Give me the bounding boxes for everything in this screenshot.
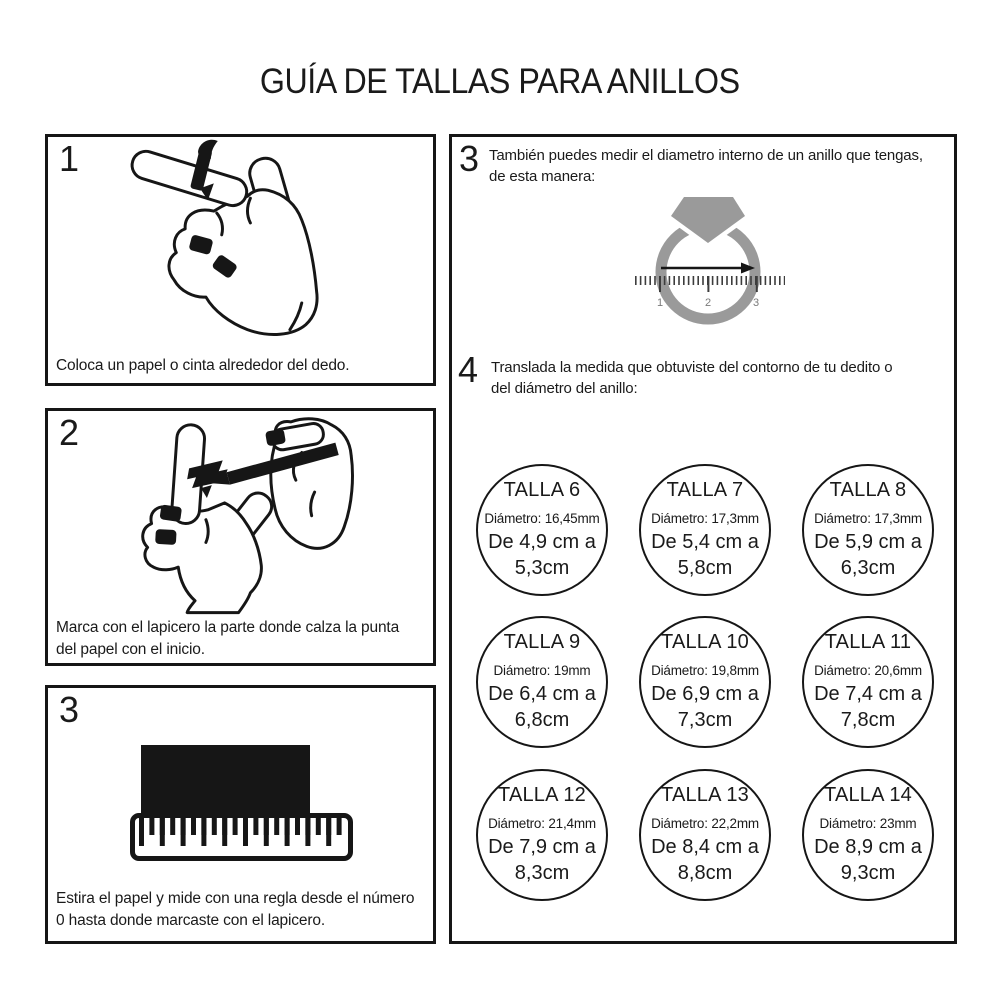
ring-step-text: También puedes medir el diametro interno de un anillo que tengas, de esta manera:: [489, 147, 923, 186]
size-range: De 6,4 cm a 6,8cm: [488, 683, 596, 731]
size-diameter: Diámetro: 17,3mm: [814, 511, 922, 526]
size-diameter: Diámetro: 20,6mm: [814, 663, 922, 678]
index-finger-shape: [129, 148, 250, 209]
step3-panel: [45, 685, 436, 944]
fingernail: [155, 529, 177, 545]
ring-step-number: 3: [459, 138, 480, 179]
chart-step-text: Translada la medida que obtuviste del contorno de tu dedito o del diámetro del anillo:: [491, 359, 893, 398]
step1-number: 1: [59, 138, 80, 179]
size-label: TALLA 8: [829, 479, 907, 501]
size-circle-talla-7: [639, 464, 771, 596]
size-range: De 5,9 cm a 6,3cm: [814, 531, 922, 579]
ruler-number: 3: [752, 297, 760, 309]
page-title: GUÍA DE TALLAS PARA ANILLOS: [260, 62, 740, 101]
size-range: De 7,9 cm a 8,3cm: [488, 836, 596, 884]
step3-number: 3: [59, 689, 80, 730]
size-range: De 5,4 cm a 5,8cm: [651, 531, 759, 579]
size-label: TALLA 11: [824, 631, 912, 653]
ruler-number: 1: [656, 297, 664, 309]
size-label: TALLA 9: [503, 631, 581, 653]
size-range: De 8,9 cm a 9,3cm: [814, 836, 922, 884]
fingernail: [159, 504, 182, 522]
size-range: De 4,9 cm a 5,3cm: [488, 531, 596, 579]
measure-and-sizes-panel: [449, 134, 957, 944]
size-diameter: Diámetro: 22,2mm: [651, 816, 759, 831]
size-range: De 8,4 cm a 8,8cm: [651, 836, 759, 884]
step3-caption: Estira el papel y mide con una regla desde el número 0 hasta donde marcaste con el lapicero.: [56, 890, 415, 930]
step2-caption: Marca con el lapicero la parte donde calza la punta del papel con el inicio.: [56, 619, 400, 659]
size-diameter: Diámetro: 17,3mm: [651, 511, 759, 526]
size-circle-talla-8: [802, 464, 934, 596]
ruler-number: 2: [704, 297, 712, 309]
size-circle-talla-9: [476, 616, 608, 748]
size-circle-talla-10: [639, 616, 771, 748]
step1-panel: [45, 134, 436, 386]
step2-number: 2: [59, 412, 80, 453]
palm-shape: [169, 190, 317, 335]
size-circle-talla-11: [802, 616, 934, 748]
hand-with-tape-illustration: [48, 137, 433, 383]
size-circle-talla-6: [476, 464, 608, 596]
size-circle-talla-13: [639, 769, 771, 901]
ring-diameter-diagram: [624, 190, 790, 336]
size-label: TALLA 10: [661, 631, 749, 653]
left-palm-shape: [143, 503, 262, 613]
size-label: TALLA 14: [824, 784, 912, 806]
step2-panel: [45, 408, 436, 666]
size-range: De 7,4 cm a 7,8cm: [814, 683, 922, 731]
size-label: TALLA 12: [498, 784, 586, 806]
size-diameter: Diámetro: 19mm: [493, 663, 591, 678]
size-circle-talla-12: [476, 769, 608, 901]
size-diameter: Diámetro: 19,8mm: [651, 663, 759, 678]
chart-step-number: 4: [458, 349, 479, 390]
size-diameter: Diámetro: 23mm: [819, 816, 917, 831]
size-label: TALLA 6: [503, 479, 581, 501]
size-label: TALLA 7: [666, 479, 744, 501]
step1-caption: Coloca un papel o cinta alrededor del dedo.: [56, 357, 350, 374]
size-diameter: Diámetro: 16,45mm: [484, 511, 600, 526]
size-circle-talla-14: [802, 769, 934, 901]
size-label: TALLA 13: [661, 784, 749, 806]
size-diameter: Diámetro: 21,4mm: [488, 816, 596, 831]
size-range: De 6,9 cm a 7,3cm: [651, 683, 759, 731]
